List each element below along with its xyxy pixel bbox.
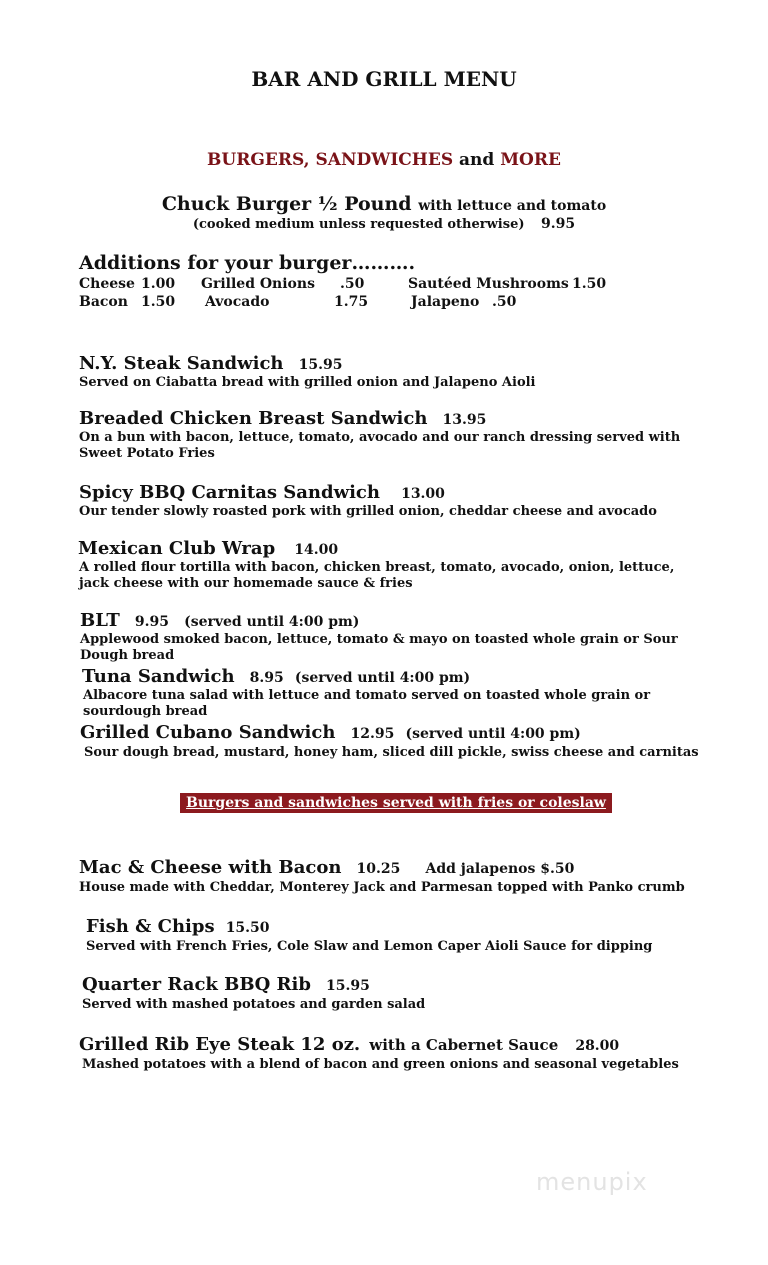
watermark-logo: menupix bbox=[536, 1168, 648, 1196]
menu-item-header bbox=[79, 857, 574, 878]
menu-item-description: Our tender slowly roasted pork with grilled onion, cheddar cheese and avocado bbox=[79, 504, 657, 519]
menu-item-name: Mexican Club Wrap bbox=[78, 538, 276, 559]
chuck-burger-name: Chuck Burger ½ Pound bbox=[161, 193, 412, 215]
menu-item-price: 15.50 bbox=[225, 920, 270, 936]
menu-item-description: Sour dough bread, mustard, honey ham, sliced dill pickle, swiss cheese and carnitas bbox=[84, 745, 699, 760]
chuck-burger-title bbox=[0, 193, 768, 215]
menu-item-header bbox=[79, 1034, 619, 1055]
additions-title: Additions for your burger………. bbox=[79, 252, 416, 274]
chuck-burger-price: 9.95 bbox=[541, 216, 576, 232]
menu-item-price: 8.95 bbox=[249, 670, 284, 686]
menu-item-price: 13.95 bbox=[442, 412, 487, 428]
section-heading-part1: BURGERS, SANDWICHES bbox=[207, 150, 454, 170]
menu-item-header bbox=[79, 353, 342, 374]
addition-price: .50 bbox=[492, 294, 517, 310]
menu-item-name: Mac & Cheese with Bacon bbox=[79, 857, 342, 878]
menu-item-description: House made with Cheddar, Monterey Jack and Parmesan topped with Panko crumb bbox=[79, 880, 685, 895]
menu-item-name: Fish & Chips bbox=[86, 916, 215, 937]
menu-title: BAR AND GRILL MENU bbox=[251, 67, 517, 91]
menu-item-price: 13.00 bbox=[401, 486, 445, 502]
menu-item-name: Breaded Chicken Breast Sandwich bbox=[79, 408, 428, 429]
menu-item-description: Served with mashed potatoes and garden salad bbox=[82, 997, 426, 1012]
menu-item-header bbox=[79, 482, 445, 503]
menu-item-name: Tuna Sandwich bbox=[82, 666, 235, 687]
addition-price: 1.50 bbox=[141, 294, 176, 310]
addition-name: Sautéed Mushrooms bbox=[408, 276, 569, 292]
section-heading bbox=[0, 150, 768, 170]
menu-item-price: 15.95 bbox=[298, 357, 343, 373]
chuck-burger-extra: with lettuce and tomato bbox=[418, 198, 607, 214]
addition-name: Jalapeno bbox=[411, 294, 480, 310]
chuck-burger-note: (cooked medium unless requested otherwise) bbox=[192, 217, 525, 232]
menu-item-price: 9.95 bbox=[134, 614, 169, 630]
addition-name: Grilled Onions bbox=[201, 276, 315, 292]
menu-item-price: 10.25 bbox=[356, 861, 401, 877]
menu-item-header bbox=[78, 538, 338, 559]
addition-price: 1.00 bbox=[141, 276, 176, 292]
menu-item-extra: with a Cabernet Sauce bbox=[369, 1036, 559, 1054]
addition-name: Cheese bbox=[79, 276, 135, 292]
menu-item-name: Quarter Rack BBQ Rib bbox=[82, 974, 311, 995]
menu-item-description: Served on Ciabatta bread with grilled onion and Jalapeno Aioli bbox=[79, 375, 536, 390]
menu-item-name: Spicy BBQ Carnitas Sandwich bbox=[79, 482, 380, 503]
addition-price: .50 bbox=[340, 276, 365, 292]
menu-item-header bbox=[86, 916, 270, 937]
menu-item-header bbox=[82, 666, 470, 687]
menu-item-note: (served until 4:00 pm) bbox=[405, 726, 581, 742]
section-heading-part2: and bbox=[459, 150, 495, 170]
addition-name: Avocado bbox=[205, 294, 270, 310]
menu-item-description: Applewood smoked bacon, lettuce, tomato & mayo on toasted whole grain or Sour Dough bread bbox=[80, 632, 678, 663]
menu-item-note: (served until 4:00 pm) bbox=[184, 614, 360, 630]
menu-item-name: BLT bbox=[80, 610, 120, 631]
menu-item-header bbox=[80, 722, 581, 743]
menu-item-description: Mashed potatoes with a blend of bacon and green onions and seasonal vegetables bbox=[82, 1057, 679, 1072]
menu-item-header bbox=[82, 974, 370, 995]
chuck-burger-details bbox=[0, 216, 768, 232]
menu-item-name: N.Y. Steak Sandwich bbox=[79, 353, 284, 374]
menu-item-price: 15.95 bbox=[326, 978, 370, 994]
menu-item-note: (served until 4:00 pm) bbox=[294, 670, 471, 686]
menu-item-name: Grilled Rib Eye Steak 12 oz. bbox=[79, 1034, 361, 1055]
sides-banner: Burgers and sandwiches served with fries or coleslaw bbox=[180, 793, 612, 813]
menu-item-note: Add jalapenos $.50 bbox=[425, 861, 575, 877]
section-heading-part3: MORE bbox=[500, 150, 561, 170]
menu-item-header bbox=[79, 408, 486, 429]
addition-name: Bacon bbox=[79, 294, 128, 310]
menu-item-price: 28.00 bbox=[575, 1038, 620, 1054]
addition-price: 1.75 bbox=[334, 294, 369, 310]
menu-item-description: Albacore tuna salad with lettuce and tomato served on toasted whole grain or sourdough bread bbox=[83, 688, 651, 719]
menu-item-header bbox=[80, 610, 359, 631]
menu-item-description: A rolled flour tortilla with bacon, chicken breast, tomato, avocado, onion, lettuce, jack cheese with our homemade sauce & fries bbox=[79, 560, 675, 591]
menu-item-description: On a bun with bacon, lettuce, tomato, avocado and our ranch dressing served with Sweet Potato Fries bbox=[79, 430, 681, 461]
menu-item-price: 12.95 bbox=[350, 726, 395, 742]
menu-item-name: Grilled Cubano Sandwich bbox=[80, 722, 336, 743]
menu-item-price: 14.00 bbox=[294, 542, 339, 558]
menu-item-description: Served with French Fries, Cole Slaw and Lemon Caper Aioli Sauce for dipping bbox=[86, 939, 653, 954]
addition-price: 1.50 bbox=[572, 276, 607, 292]
